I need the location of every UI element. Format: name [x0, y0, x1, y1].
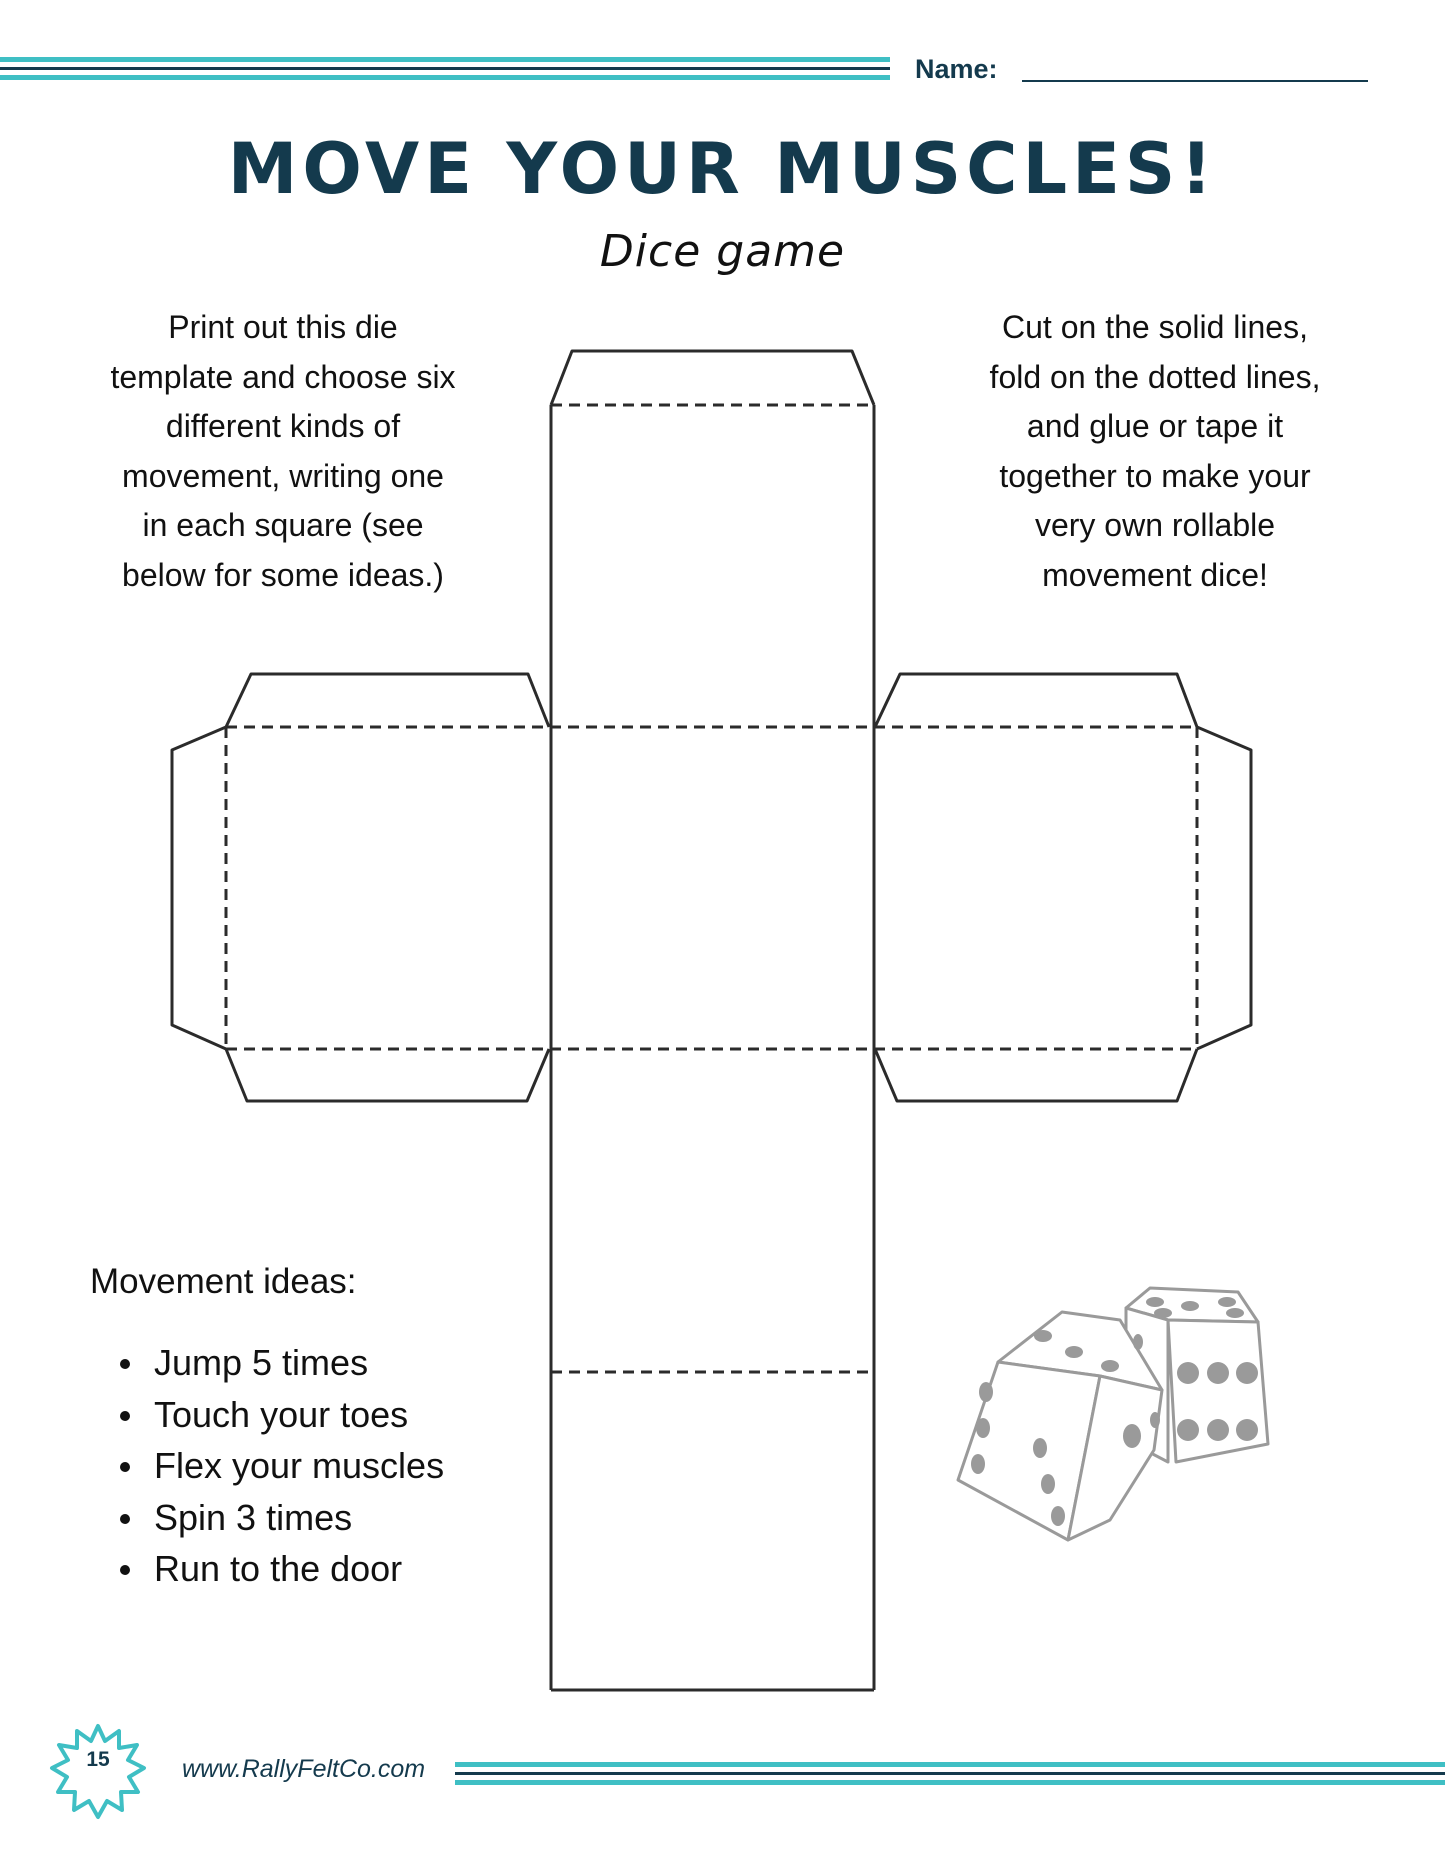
name-label: Name:	[915, 54, 998, 84]
list-item: Touch your toes	[118, 1389, 444, 1441]
dice-pair-icon	[950, 1280, 1280, 1590]
list-item: Flex your muscles	[118, 1440, 444, 1492]
ideas-list	[118, 1337, 444, 1595]
right-face-bottom-flap	[875, 1049, 1197, 1101]
instruction-line: Print out this die	[168, 309, 398, 345]
header-rule-lines	[0, 55, 900, 85]
right-face-top-flap	[875, 674, 1197, 727]
instruction-line: below for some ideas.)	[122, 556, 444, 593]
instruction-line: template and choose six	[110, 358, 456, 395]
instruction-line: movement dice!	[1042, 556, 1268, 593]
footer-rule-lines	[455, 1760, 1445, 1790]
left-face-top-flap	[226, 674, 549, 727]
instruction-line: and glue or tape it	[1026, 408, 1284, 444]
list-item: Run to the door	[118, 1543, 444, 1595]
left-face-bottom-flap	[226, 1049, 549, 1101]
page-number: 15	[86, 1748, 110, 1771]
page-title: MOVE YOUR MUSCLES!	[227, 128, 1218, 210]
name-field-line[interactable]	[1022, 80, 1368, 82]
page-subtitle: Dice game	[599, 226, 846, 277]
top-flap	[551, 351, 874, 405]
instruction-line: in each square (see	[142, 507, 424, 543]
starburst-badge-icon	[48, 1722, 148, 1822]
instruction-line: different kinds of	[165, 408, 401, 444]
instruction-line: very own rollable	[1034, 507, 1276, 543]
right-face-outer-flap	[1197, 727, 1251, 1049]
instruction-line: fold on the dotted lines,	[989, 358, 1321, 395]
list-item: Jump 5 times	[118, 1337, 444, 1389]
left-face-outer-flap	[172, 727, 226, 1049]
instruction-line: together to make your	[999, 457, 1311, 494]
instruction-line: movement, writing one	[122, 457, 444, 494]
list-item: Spin 3 times	[118, 1492, 444, 1544]
ideas-heading: Movement ideas:	[90, 1262, 357, 1301]
website-link[interactable]: www.RallyFeltCo.com	[182, 1755, 426, 1783]
instruction-line: Cut on the solid lines,	[1002, 309, 1308, 345]
